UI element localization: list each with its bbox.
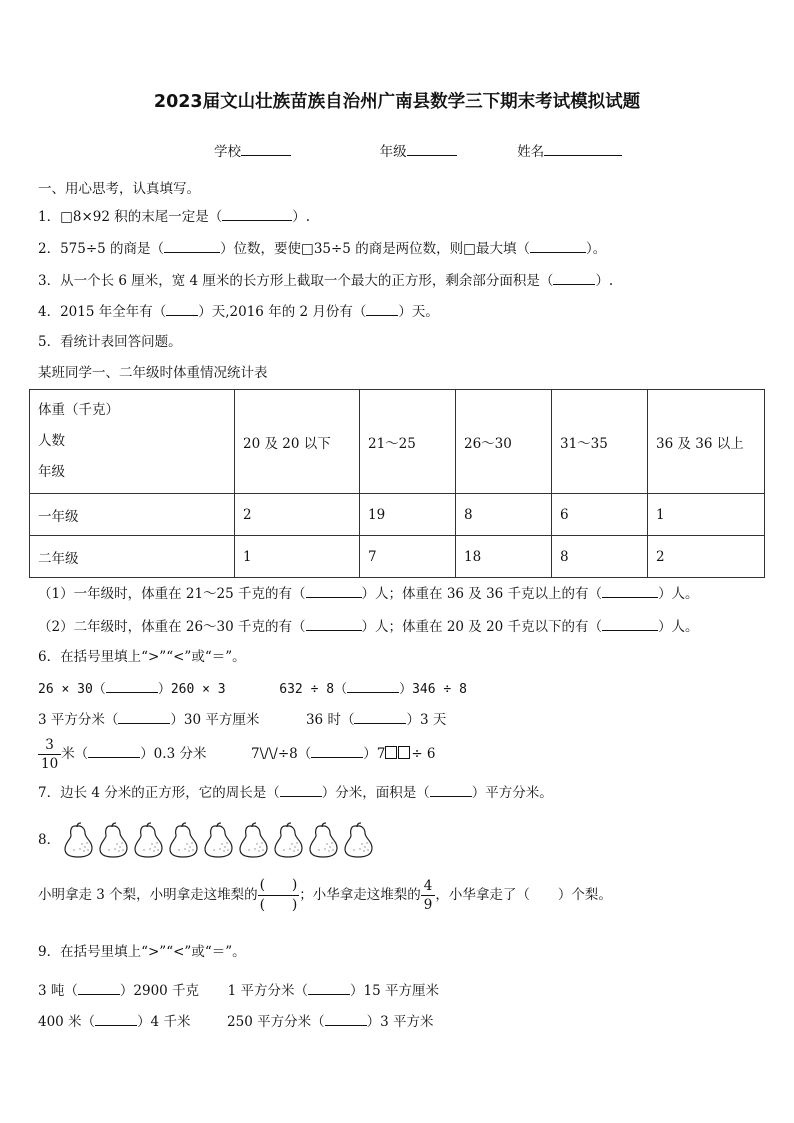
pear-icon [62,822,95,862]
question-8-number: 8． [38,832,61,848]
table-cell: 2 [235,494,360,536]
question-6-row-1: 26 × 30（ ）260 × 3 632 ÷ 8（ ）346 ÷ 8 [38,679,467,699]
question-2: 2．575÷5 的商是（ ）位数，要使□35÷5 的商是两位数，则□最大填（ ）。 [38,241,607,257]
table-row [30,536,765,578]
column-header: 31～35 [552,390,648,494]
answer-blank[interactable] [118,710,170,724]
table-cell: 1 [235,536,360,578]
answer-fraction[interactable]: $\frac{( )}{( )}$ [259,877,298,913]
pear-icon [272,822,305,862]
question-1: 1．□8×92 积的末尾一定是（ ）. [38,209,311,225]
question-3: 3．从一个长 6 厘米，宽 4 厘米的长方形上截取一个最大的正方形，剩余部分面积是（ ）. [38,273,614,289]
grade-label: 年级 [379,144,407,160]
table-header-row [30,390,765,494]
column-header: 21～25 [360,390,456,494]
box-icon [398,746,410,759]
question-9-row-2: 400 米（ ）4 千米 250 平方分米（ ）3 平方米 [38,1014,434,1030]
school-label: 学校 [214,144,241,160]
question-9-row-1: 3 吨（ ）2900 千克 1 平方分米（ ）15 平方厘米 [38,983,440,999]
table-cell: 8 [552,536,648,578]
answer-blank[interactable] [222,207,292,221]
pear-icon [307,822,340,862]
table-cell: 7 [360,536,456,578]
table-row [30,494,765,536]
table-caption: 某班同学一、二年级时体重情况统计表 [38,365,268,381]
pear-icon [97,822,130,862]
table-cell: 6 [552,494,648,536]
question-6-row-3: $\frac{3}{10}$ 米（ ）0.3 分米 7\/\/÷8（ ）7 ÷ 6 [38,736,436,773]
question-4: 4．2015 年全年有（ ）天,2016 年的 2 月份有（ ）天。 [38,304,439,320]
row-label: 二年级 [30,536,235,578]
name-label: 姓名 [517,144,545,160]
statistics-table [29,389,765,578]
answer-blank[interactable] [366,302,398,316]
table-cell: 1 [648,494,765,536]
question-7: 7．边长 4 分米的正方形，它的周长是（ ）分米，面积是（ ）平方分米。 [38,785,553,801]
question-8: 小明拿走 3 个梨，小明拿走这堆梨的 $\frac{( )}{( )}$ ；小华拿走这堆梨的 $\frac{4}{9}$ ，小华拿走了（ ）个梨。 [38,877,612,913]
answer-blank[interactable] [347,679,399,693]
question-5: 5．看统计表回答问题。 [38,334,182,350]
answer-blank[interactable] [325,1012,367,1026]
answer-blank[interactable] [430,783,472,797]
answer-blank[interactable] [166,302,198,316]
question-6-row-2: 3 平方分米（ ）30 平方厘米 36 时（ ）3 天 [38,712,447,728]
answer-blank[interactable] [106,679,158,693]
column-header: 26～30 [456,390,552,494]
pear-icon [132,822,165,862]
table-cell: 2 [648,536,765,578]
pear-group [62,822,377,862]
answer-blank[interactable] [553,271,595,285]
table-cell: 19 [360,494,456,536]
table-cell: 8 [456,494,552,536]
pear-icon [167,822,200,862]
answer-blank[interactable] [164,239,220,253]
grade-field[interactable] [407,142,457,156]
row-label: 一年级 [30,494,235,536]
answer-blank[interactable] [530,239,586,253]
answer-blank[interactable] [306,584,362,598]
answer-blank[interactable] [602,617,658,631]
answer-blank[interactable] [280,783,322,797]
pear-icon [342,822,375,862]
answer-blank[interactable] [354,710,406,724]
school-field[interactable] [241,142,291,156]
table-corner-cell: 体重（千克） 人数 年级 [30,390,235,494]
answer-blank[interactable] [88,744,140,758]
pear-icon [202,822,235,862]
page-title: 2023届文山壮族苗族自治州广南县数学三下期末考试模拟试题 [153,92,641,112]
question-5-part-2: （2）二年级时，体重在 26～30 千克的有（ ）人；体重在 20 及 20 千克以下的有（ ）人。 [38,619,699,635]
column-header: 20 及 20 以下 [235,390,360,494]
pear-icon [237,822,270,862]
column-header: 36 及 36 以上 [648,390,765,494]
box-icon [385,746,397,759]
answer-blank[interactable] [95,1012,137,1026]
answer-blank[interactable] [306,617,362,631]
table-cell: 18 [456,536,552,578]
fraction: $\frac{3}{10}$ [38,736,61,773]
question-9: 9．在括号里填上“>”“<”或“＝”。 [38,944,246,960]
answer-blank[interactable] [78,981,120,995]
fraction: $\frac{4}{9}$ [421,877,436,914]
student-info [214,142,622,161]
answer-blank[interactable] [602,584,658,598]
answer-blank[interactable] [311,744,363,758]
name-field[interactable] [544,142,622,156]
answer-blank[interactable] [308,981,350,995]
question-5-part-1: （1）一年级时，体重在 21～25 千克的有（ ）人；体重在 36 及 36 千克以上的有（ ）人。 [38,586,699,602]
question-6: 6．在括号里填上“>”“<”或“＝”。 [38,649,246,665]
section-heading: 一、用心思考，认真填写。 [38,181,200,197]
